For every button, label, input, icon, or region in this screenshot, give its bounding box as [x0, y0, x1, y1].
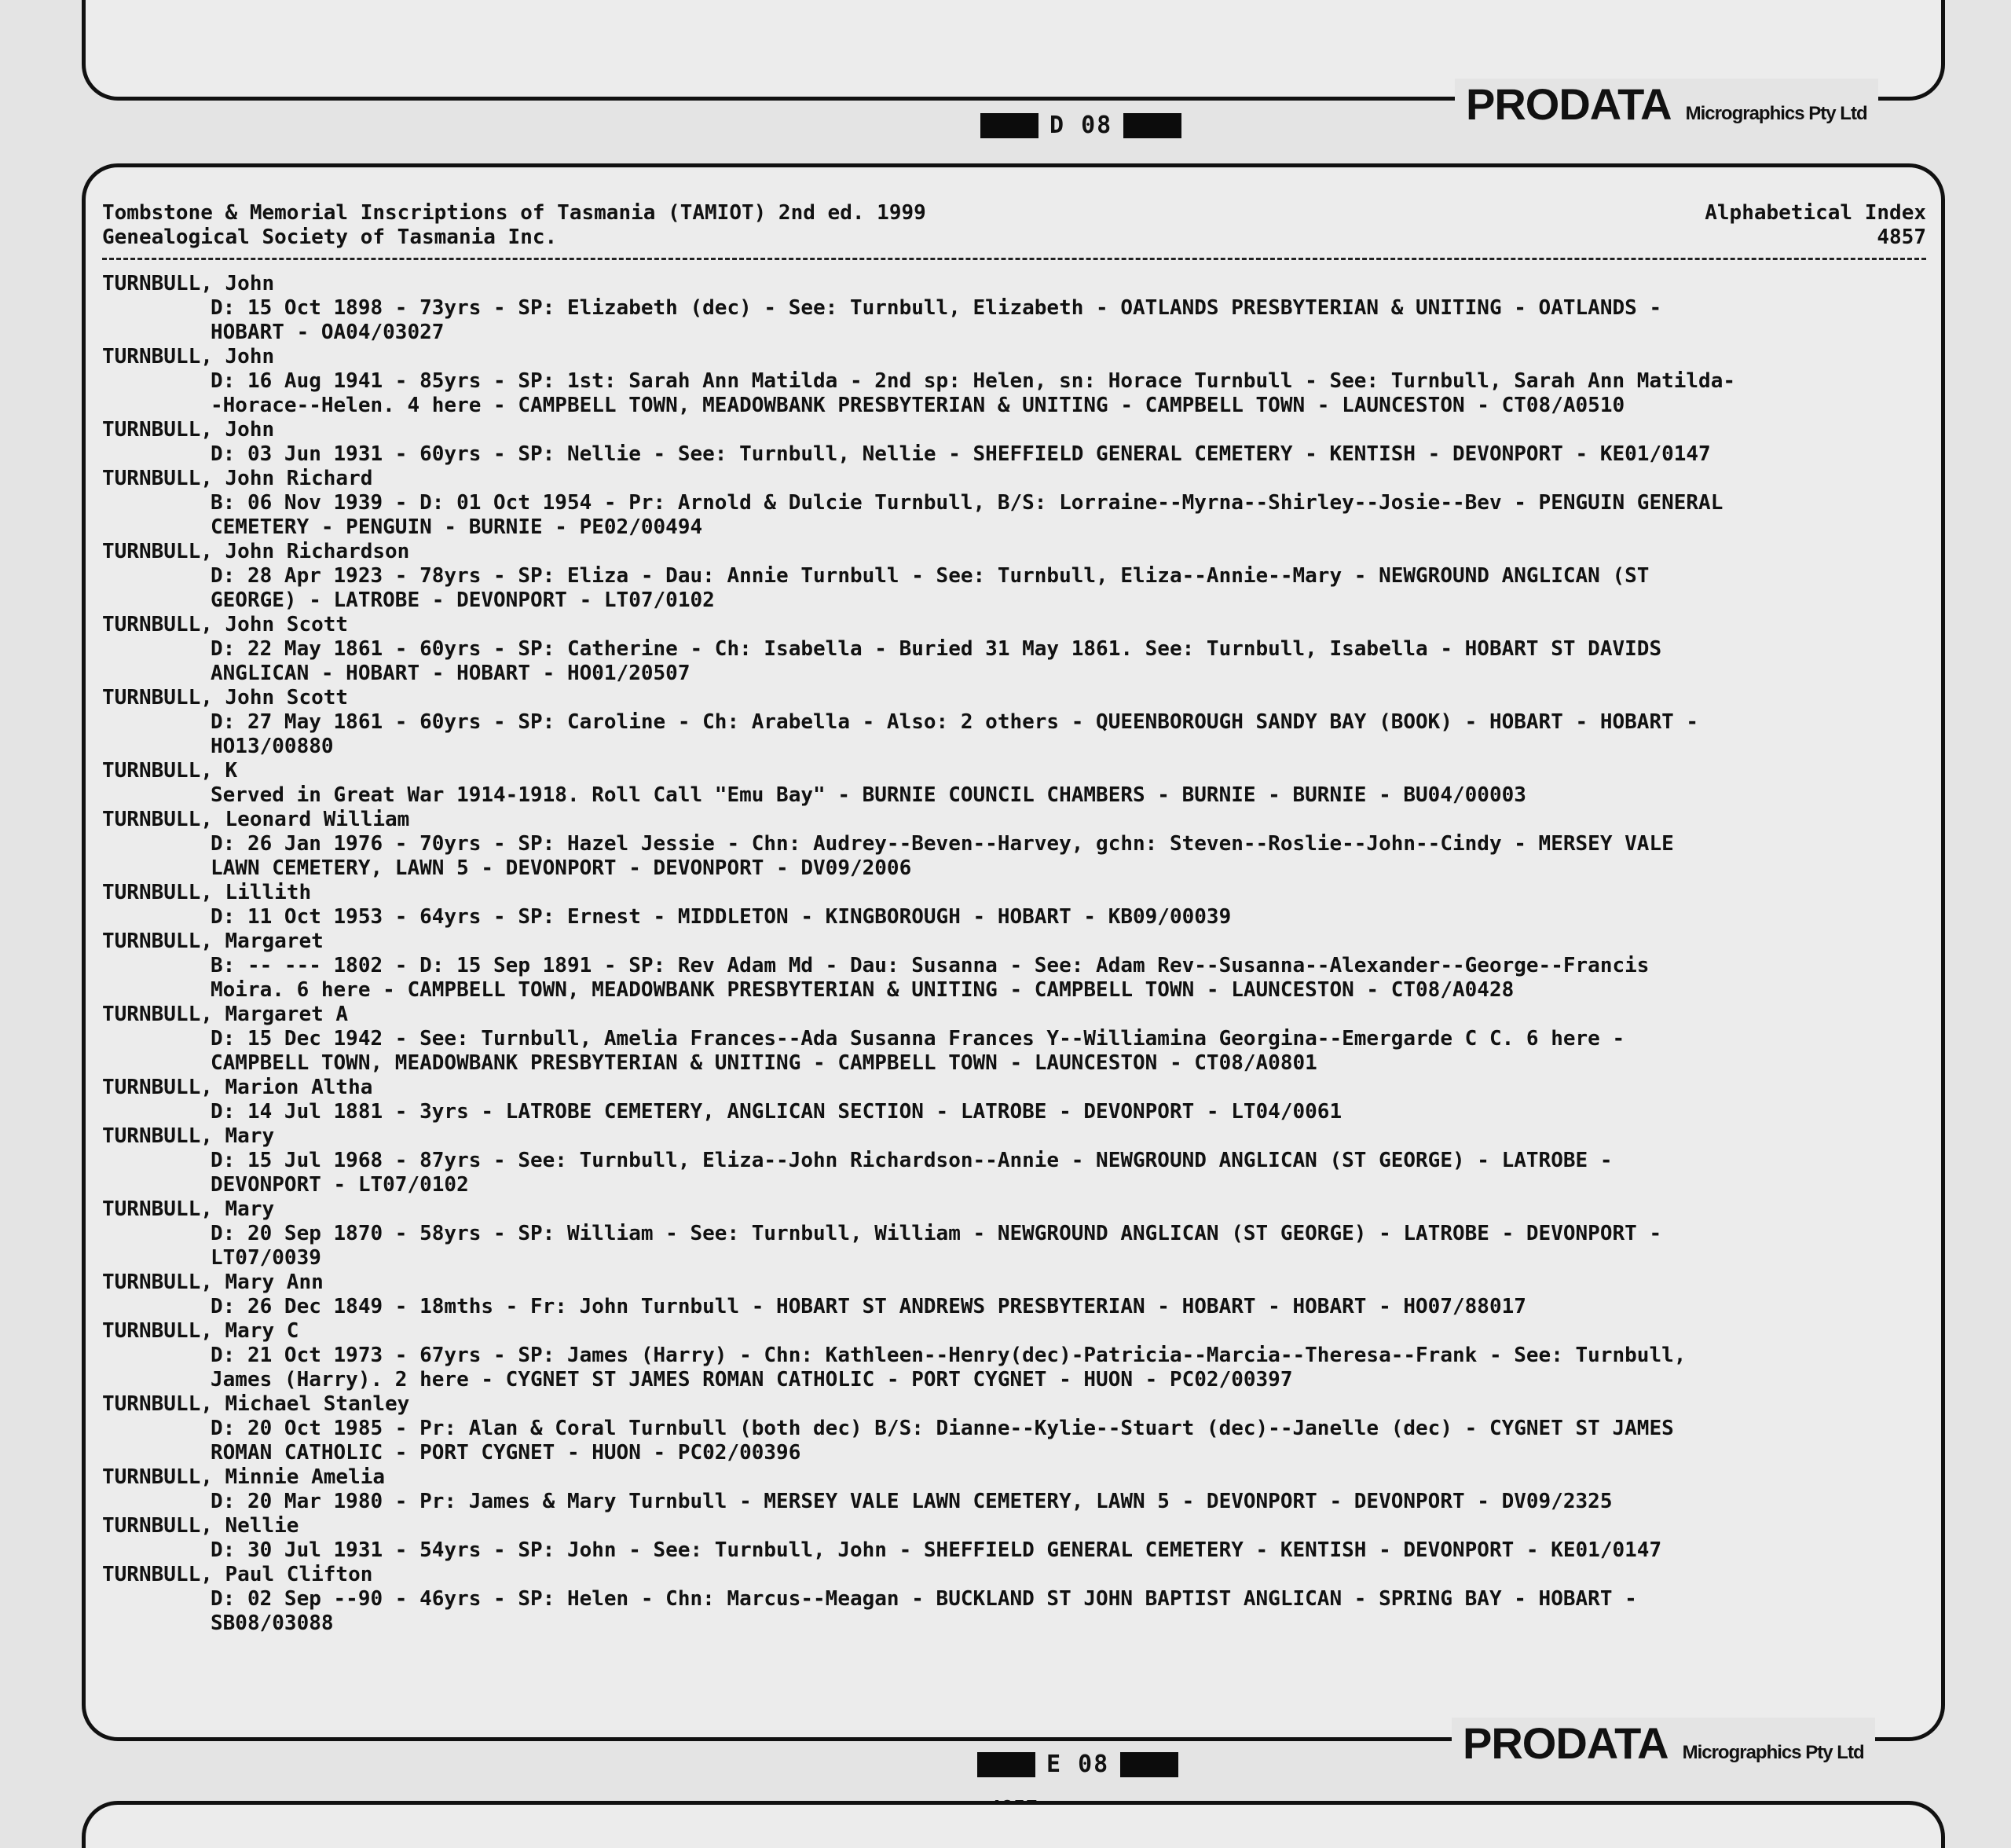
- entry-detail-line: CAMPBELL TOWN, MEADOWBANK PRESBYTERIAN & UNITING - CAMPBELL TOWN - LAUNCESTON - CT08/A0801: [211, 1051, 1317, 1075]
- entry-detail-line: D: 30 Jul 1931 - 54yrs - SP: John - See: Turnbull, John - SHEFFIELD GENERAL CEMETERY - KENTISH - DEVONPORT - KE01/0147: [211, 1538, 1662, 1562]
- entry-name: TURNBULL, Mary C: [102, 1319, 299, 1343]
- entry-detail-line: D: 27 May 1861 - 60yrs - SP: Caroline - Ch: Arabella - Also: 2 others - QUEENBOROUGH SANDY BAY (BOOK) - HOBART - HOBART -: [211, 710, 1699, 734]
- index-label: Alphabetical Index: [1705, 201, 1926, 225]
- entry-detail-line: LT07/0039: [211, 1246, 321, 1270]
- entry-name: TURNBULL, John Richard: [102, 467, 373, 490]
- strip-label: E 08: [1046, 1751, 1110, 1778]
- index-entry: [102, 1270, 1932, 1319]
- brand-name: PRODATA: [1466, 79, 1672, 129]
- brand-logo-bottom: [1452, 1718, 1875, 1769]
- strip-block: [1123, 113, 1181, 138]
- entry-detail-line: D: 15 Jul 1968 - 87yrs - See: Turnbull, Eliza--John Richardson--Annie - NEWGROUND ANGLICAN (ST GEORGE) - LATROBE -: [211, 1149, 1613, 1172]
- header-page-number: 4857: [1877, 226, 1926, 249]
- entry-name: TURNBULL, Paul Clifton: [102, 1563, 373, 1586]
- frame-strip-bottom: [977, 1751, 1178, 1778]
- entry-detail-line: HOBART - OA04/03027: [211, 321, 445, 344]
- entry-detail-line: GEORGE) - LATROBE - DEVONPORT - LT07/0102: [211, 588, 715, 612]
- strip-block: [977, 1752, 1035, 1777]
- entry-name: TURNBULL, John Scott: [102, 613, 349, 636]
- entry-detail-line: D: 26 Dec 1849 - 18mths - Fr: John Turnbull - HOBART ST ANDREWS PRESBYTERIAN - HOBART - HOBART - HO07/88017: [211, 1295, 1526, 1318]
- entry-name: TURNBULL, Lillith: [102, 881, 312, 904]
- entry-name: TURNBULL, Leonard William: [102, 808, 410, 831]
- entry-detail-line: B: -- --- 1802 - D: 15 Sep 1891 - SP: Rev Adam Md - Dau: Susanna - See: Adam Rev--Susanna--Alexander--George--Francis: [211, 954, 1650, 977]
- index-entry: [102, 1465, 1932, 1514]
- index-entry: [102, 1003, 1932, 1076]
- strip-block: [1120, 1752, 1178, 1777]
- index-entry: [102, 418, 1932, 467]
- index-entry: [102, 1392, 1932, 1465]
- brand-logo-top: [1455, 79, 1878, 130]
- entry-name: TURNBULL, Margaret A: [102, 1003, 349, 1026]
- index-entry: [102, 808, 1932, 881]
- entry-name: TURNBULL, Mary: [102, 1124, 275, 1148]
- entry-detail-line: ROMAN CATHOLIC - PORT CYGNET - HUON - PC02/00396: [211, 1441, 801, 1465]
- index-entry: [102, 1076, 1932, 1124]
- brand-subtitle: Micrographics Pty Ltd: [1682, 1742, 1864, 1763]
- index-entry: [102, 272, 1932, 345]
- entry-detail-line: CEMETERY - PENGUIN - BURNIE - PE02/00494: [211, 515, 703, 539]
- entry-name: TURNBULL, Minnie Amelia: [102, 1465, 386, 1489]
- entry-detail-line: Moira. 6 here - CAMPBELL TOWN, MEADOWBANK PRESBYTERIAN & UNITING - CAMPBELL TOWN - LAUNCESTON - CT08/A0428: [211, 978, 1515, 1002]
- entry-name: TURNBULL, Mary: [102, 1197, 275, 1221]
- next-page-frame: [82, 1801, 1945, 1848]
- entry-detail-line: HO13/00880: [211, 735, 334, 758]
- index-entry: [102, 881, 1932, 930]
- entry-name: TURNBULL, Marion Altha: [102, 1076, 373, 1099]
- index-entry: [102, 1514, 1932, 1563]
- entry-detail-line: D: 20 Mar 1980 - Pr: James & Mary Turnbull - MERSEY VALE LAWN CEMETERY, LAWN 5 - DEVONPORT - DEVONPORT - DV09/2325: [211, 1490, 1613, 1513]
- index-entry: [102, 467, 1932, 540]
- entry-detail-line: D: 16 Aug 1941 - 85yrs - SP: 1st: Sarah Ann Matilda - 2nd sp: Helen, sn: Horace Turnbull - See: Turnbull, Sarah Ann Matilda-: [211, 369, 1736, 393]
- entry-name: TURNBULL, Michael Stanley: [102, 1392, 410, 1416]
- entry-name: TURNBULL, John: [102, 345, 275, 368]
- entry-name: TURNBULL, Mary Ann: [102, 1270, 324, 1294]
- index-entry: [102, 1563, 1932, 1636]
- entry-detail-line: D: 11 Oct 1953 - 64yrs - SP: Ernest - MIDDLETON - KINGBOROUGH - HOBART - KB09/00039: [211, 905, 1232, 929]
- index-entry: [102, 930, 1932, 1003]
- frame-strip-top: [980, 112, 1181, 139]
- entry-detail-line: D: 02 Sep --90 - 46yrs - SP: Helen - Chn: Marcus--Meagan - BUCKLAND ST JOHN BAPTIST ANGLICAN - SPRING BAY - HOBART -: [211, 1587, 1637, 1611]
- brand-name: PRODATA: [1463, 1718, 1669, 1768]
- entry-detail-line: D: 22 May 1861 - 60yrs - SP: Catherine - Ch: Isabella - Buried 31 May 1861. See: Turnbull, Isabella - HOBART ST DAVIDS: [211, 637, 1662, 661]
- entry-name: TURNBULL, John: [102, 272, 275, 295]
- entry-detail-line: D: 14 Jul 1881 - 3yrs - LATROBE CEMETERY, ANGLICAN SECTION - LATROBE - DEVONPORT - LT04/0061: [211, 1100, 1342, 1124]
- entry-detail-line: D: 15 Oct 1898 - 73yrs - SP: Elizabeth (dec) - See: Turnbull, Elizabeth - OATLANDS PRESBYTERIAN & UNITING - OATLANDS -: [211, 296, 1662, 320]
- page-header: [102, 201, 1926, 250]
- document-title: Tombstone & Memorial Inscriptions of Tasmania (TAMIOT) 2nd ed. 1999: [102, 201, 926, 225]
- brand-subtitle: Micrographics Pty Ltd: [1685, 103, 1867, 124]
- index-entry: [102, 1197, 1932, 1270]
- entry-name: TURNBULL, John: [102, 418, 275, 442]
- index-entry: [102, 540, 1932, 613]
- entry-name: TURNBULL, Margaret: [102, 930, 324, 953]
- entry-detail-line: D: 28 Apr 1923 - 78yrs - SP: Eliza - Dau: Annie Turnbull - See: Turnbull, Eliza--Annie--Mary - NEWGROUND ANGLICAN (ST: [211, 564, 1650, 588]
- entry-detail-line: James (Harry). 2 here - CYGNET ST JAMES ROMAN CATHOLIC - PORT CYGNET - HUON - PC02/00397: [211, 1368, 1293, 1392]
- strip-label: D 08: [1049, 112, 1113, 139]
- entry-name: TURNBULL, John Scott: [102, 686, 349, 710]
- index-entry: [102, 759, 1932, 808]
- entry-detail-line: SB08/03088: [211, 1612, 334, 1635]
- entry-detail-line: D: 15 Dec 1942 - See: Turnbull, Amelia Frances--Ada Susanna Frances Y--Williamina Georgina--Emergarde C C. 6 here -: [211, 1027, 1625, 1050]
- entry-detail-line: D: 03 Jun 1931 - 60yrs - SP: Nellie - See: Turnbull, Nellie - SHEFFIELD GENERAL CEMETERY - KENTISH - DEVONPORT - KE01/0147: [211, 442, 1711, 466]
- index-entry: [102, 1319, 1932, 1392]
- entry-detail-line: D: 20 Sep 1870 - 58yrs - SP: William - See: Turnbull, William - NEWGROUND ANGLICAN (ST GEORGE) - LATROBE - DEVONPORT -: [211, 1222, 1662, 1245]
- entry-detail-line: -Horace--Helen. 4 here - CAMPBELL TOWN, MEADOWBANK PRESBYTERIAN & UNITING - CAMPBELL TOWN - LAUNCESTON - CT08/A0510: [211, 394, 1625, 417]
- entry-detail-line: B: 06 Nov 1939 - D: 01 Oct 1954 - Pr: Arnold & Dulcie Turnbull, B/S: Lorraine--Myrna--Shirley--Josie--Bev - PENGUIN GENERAL: [211, 491, 1723, 515]
- publisher: Genealogical Society of Tasmania Inc.: [102, 226, 558, 249]
- index-entry: [102, 345, 1932, 418]
- entry-detail-line: D: 26 Jan 1976 - 70yrs - SP: Hazel Jessie - Chn: Audrey--Beven--Harvey, gchn: Steven--Roslie--John--Cindy - MERSEY VALE: [211, 832, 1674, 856]
- entry-detail-line: DEVONPORT - LT07/0102: [211, 1173, 469, 1197]
- index-entry: [102, 1124, 1932, 1197]
- entry-detail-line: Served in Great War 1914-1918. Roll Call "Emu Bay" - BURNIE COUNCIL CHAMBERS - BURNIE - BURNIE - BU04/00003: [211, 783, 1526, 807]
- entry-detail-line: ANGLICAN - HOBART - HOBART - HO01/20507: [211, 662, 690, 685]
- entry-detail-line: D: 20 Oct 1985 - Pr: Alan & Coral Turnbull (both dec) B/S: Dianne--Kylie--Stuart (dec)--Janelle (dec) - CYGNET ST JAMES: [211, 1417, 1674, 1440]
- entry-name: TURNBULL, Nellie: [102, 1514, 299, 1538]
- entry-name: TURNBULL, K: [102, 759, 238, 783]
- index-entries: [102, 272, 1932, 1636]
- entry-detail-line: LAWN CEMETERY, LAWN 5 - DEVONPORT - DEVONPORT - DV09/2006: [211, 856, 912, 880]
- strip-block: [980, 113, 1038, 138]
- index-entry: [102, 686, 1932, 759]
- entry-name: TURNBULL, John Richardson: [102, 540, 410, 563]
- index-entry: [102, 613, 1932, 686]
- header-divider: [102, 258, 1926, 260]
- entry-detail-line: D: 21 Oct 1973 - 67yrs - SP: James (Harry) - Chn: Kathleen--Henry(dec)-Patricia--Marcia--Theresa--Frank - See: Turnbull,: [211, 1344, 1687, 1367]
